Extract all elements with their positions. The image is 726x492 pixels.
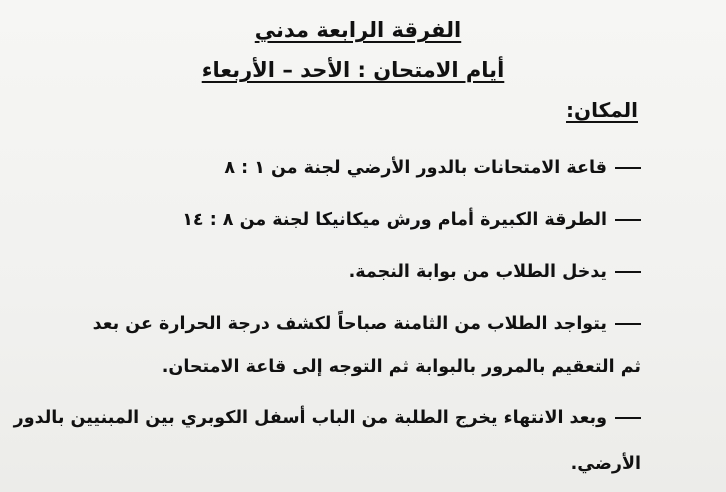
dash-bullet — [615, 271, 641, 273]
list-item-continuation: ثم التعقيم بالمرور بالبوابة ثم التوجه إلى قاعة الامتحان. — [161, 357, 641, 377]
dash-bullet — [615, 219, 641, 221]
list-item-continuation: الأرضي. — [570, 454, 641, 474]
exam-days-subtitle: أيام الامتحان : الأحد – الأربعاء — [201, 58, 505, 82]
list-item: يتواجد الطلاب من الثامنة صباحاً لكشف درجة الحرارة عن بعد — [93, 303, 641, 345]
list-item: قاعة الامتحانات بالدور الأرضي لجنة من ١ : ٨ — [224, 147, 641, 189]
page-title: الفرقة الرابعة مدني — [254, 18, 462, 42]
dash-bullet — [615, 323, 641, 325]
list-item: الطرقة الكبيرة أمام ورش ميكانيكا لجنة من ٨ : ١٤ — [182, 199, 641, 241]
list-item: يدخل الطلاب من بوابة النجمة. — [349, 251, 641, 293]
dash-bullet — [615, 417, 641, 419]
location-heading: المكان: — [566, 98, 638, 122]
list-item: وبعد الانتهاء يخرج الطلبة من الباب أسفل الكوبري بين المبنيين بالدور — [14, 397, 641, 439]
dash-bullet — [615, 167, 641, 169]
